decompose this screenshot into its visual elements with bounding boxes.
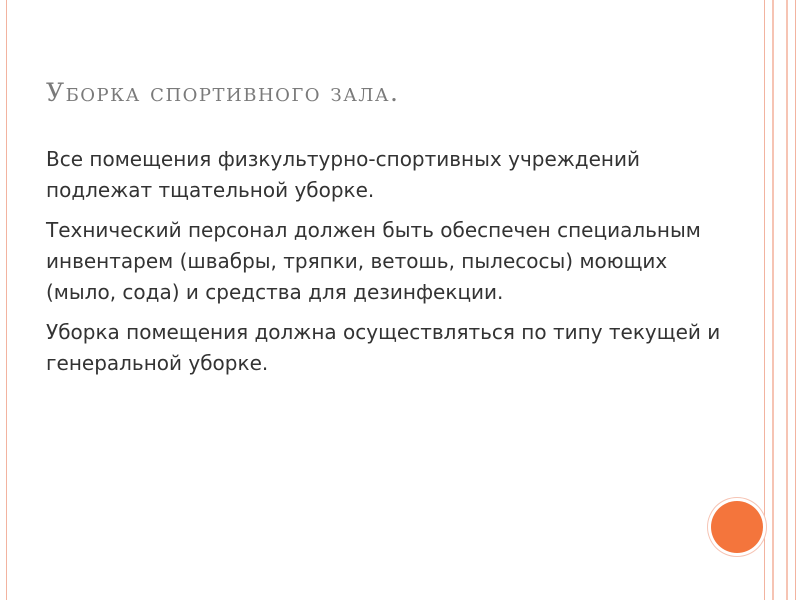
slide-body bbox=[46, 144, 736, 388]
body-paragraph: Технический персонал должен быть обеспечен специальным инвентарем (швабры, тряпки, ветошь, пылесосы) моющих (мыло, сода) и средства для дезинфекции. bbox=[46, 218, 701, 304]
body-paragraph: Все помещения физкультурно-спортивных учреждений подлежат тщательной уборке. bbox=[46, 147, 640, 202]
slide-title: Уборка спортивного зала. bbox=[46, 78, 400, 107]
orange-circle-decoration bbox=[711, 501, 763, 553]
left-frame-line bbox=[6, 0, 7, 600]
right-frame-band bbox=[764, 0, 796, 600]
right-frame-stripe bbox=[772, 0, 774, 600]
right-frame-stripe bbox=[786, 0, 788, 600]
body-paragraph: Уборка помещения должна осуществляться по типу текущей и генеральной уборке. bbox=[46, 320, 721, 375]
